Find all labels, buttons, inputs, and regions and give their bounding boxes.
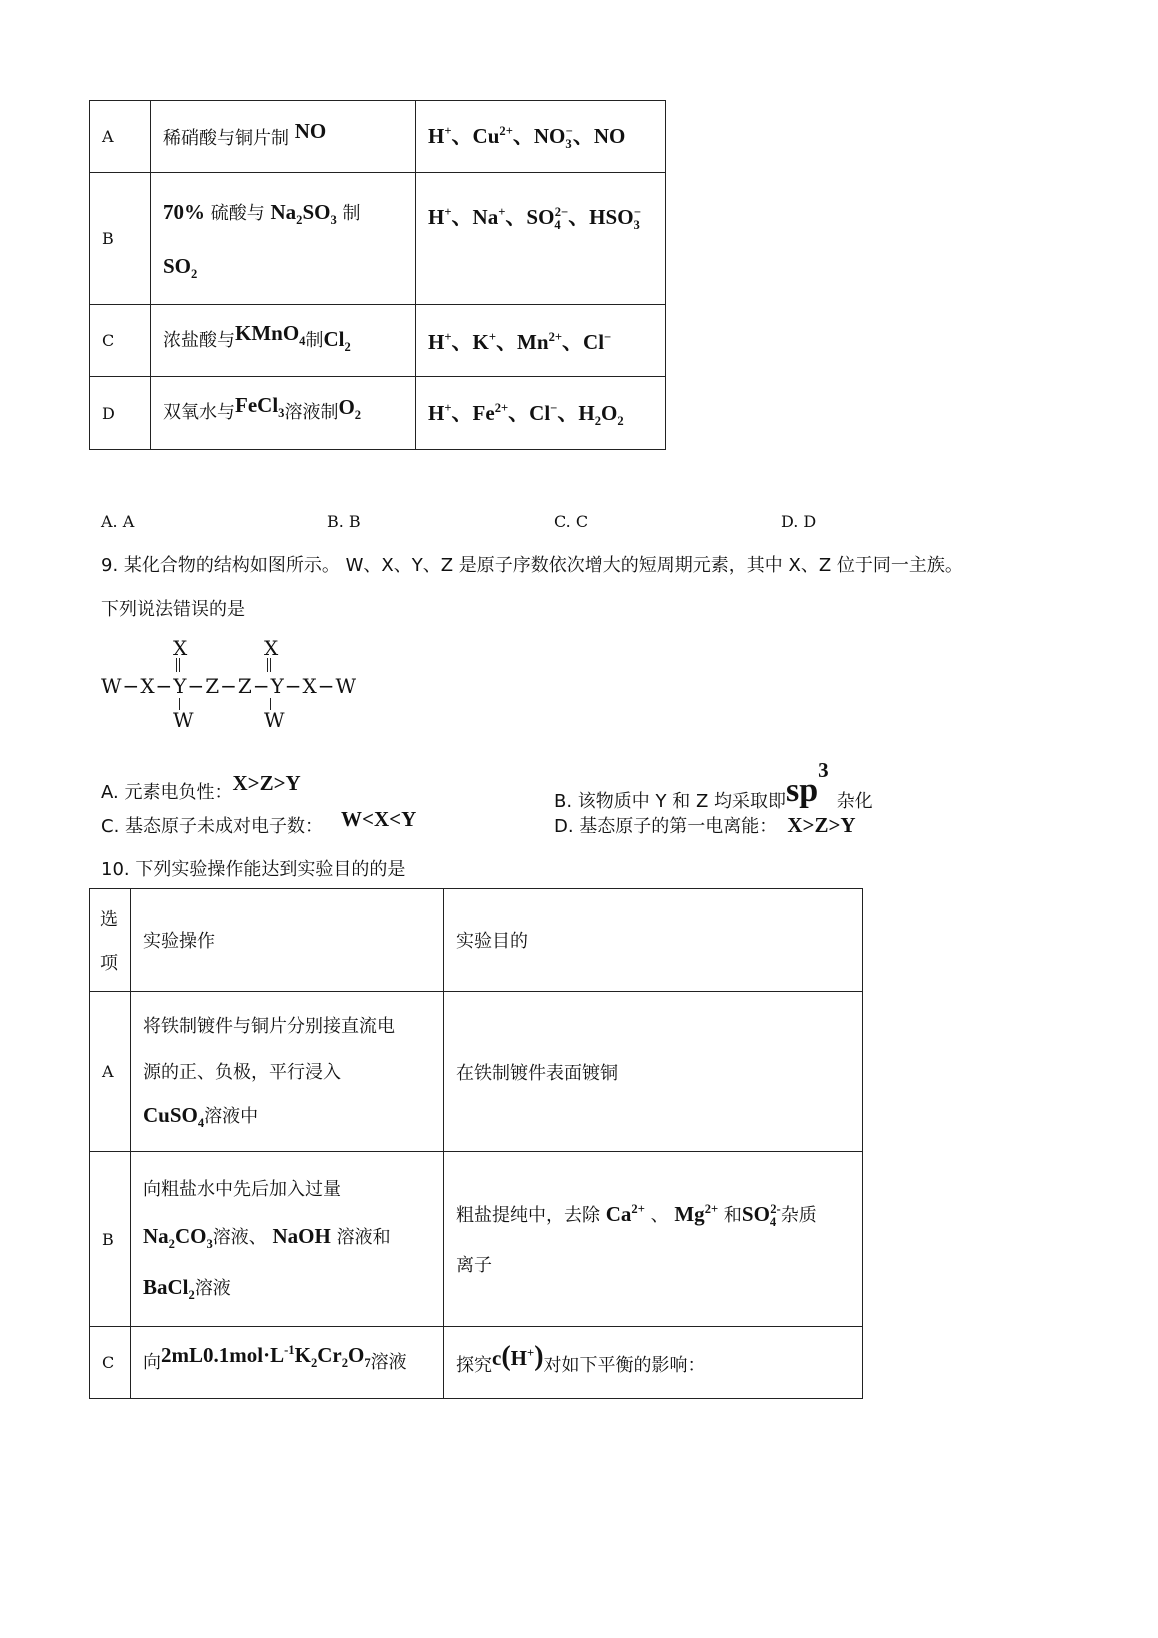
question-10-stem: 10. 下列实验操作能达到实验目的的是 [101,859,406,880]
option-d[interactable]: D. 基态原子的第一电离能： X>Z>Y [554,813,856,837]
row-label: C [90,1327,131,1399]
question-8-table [89,100,666,450]
option-a[interactable]: A. 元素电负性：X>Z>Y [101,771,301,803]
row-label: B [90,173,151,305]
ions-cell: H+、$Fe^{2+}$、Cl−、$H_2O_2$ [416,377,666,450]
option-c[interactable]: C. C [554,512,589,531]
table-row [90,992,863,1152]
table-row [90,377,666,450]
row-label: A [90,992,131,1152]
reaction-cell: 浓盐酸与KMnO$_4$制$Cl_2$ [151,305,416,377]
table-row [90,305,666,377]
header-operation: 实验操作 [131,889,444,992]
option-b[interactable]: B. B [327,512,361,531]
reaction-cell: 稀硝酸与铜片制 NO [151,101,416,173]
double-bond [176,658,180,672]
option-b[interactable]: B. 该物质中 Y 和 Z 均采取即sp3杂化 [554,758,873,812]
row-label: D [90,377,151,450]
ions-cell: H+、$Cu^{2+}$、$NO_3^-$、NO [416,101,666,173]
row-label: A [90,101,151,173]
question-9-prompt: 下列说法错误的是 [101,599,245,620]
goal-cell: 粗盐提纯中，去除 $Ca^{2+}$ 、 $Mg^{2+}$ 和$SO_4^{2-}$杂质 离子 [444,1152,863,1327]
reaction-cell: 双氧水与FeCl$_3$溶液制$O_2$ [151,377,416,450]
table-row [90,173,666,305]
structure-diagram: X X W−X−Y−Z−Z−Y−X−W W W [101,636,358,732]
table-row [90,1152,863,1327]
question-9-stem: 9. 某化合物的结构如图所示。 W、X、Y、Z 是原子序数依次增大的短周期元素，其中 X、Z 位于同一主族。 [101,555,963,576]
option-d[interactable]: D. D [781,512,817,531]
goal-cell: 在铁制镀件表面镀铜 [444,992,863,1152]
table-row [90,1327,863,1399]
operation-cell: 向$2mL0.1mol\cdot L^{-1}K_2Cr_2O_7$溶液 [131,1327,444,1399]
double-bond [267,658,271,672]
goal-cell: 探究c(H+)对如下平衡的影响： [444,1327,863,1399]
row-label: C [90,305,151,377]
operation-cell: 向粗盐水中先后加入过量 $Na_2CO_3$溶液、 NaOH 溶液和 BaCl$_2$溶液 [131,1152,444,1327]
ions-cell: H+、K+、$Mn^{2+}$、Cl− [416,305,666,377]
question-10-table [89,888,863,1399]
header-goal: 实验目的 [444,889,863,992]
reaction-cell: 70% 硫酸与 $Na_2SO_3$ 制 $SO_2$ [151,173,416,305]
main-chain: W−X−Y−Z−Z−Y−X−W [101,674,358,698]
table-header [90,889,863,992]
table-row [90,101,666,173]
option-a[interactable]: A. A [101,512,135,531]
row-label: B [90,1152,131,1327]
ions-cell: H+、Na+、$SO_4^{2-}$、$HSO_3^-$ [416,173,666,305]
header-option: 选 项 [90,889,131,992]
option-c[interactable]: C. 基态原子未成对电子数： W<X<Y [101,807,417,837]
operation-cell: 将铁制镀件与铜片分别接直流电 源的正、负极，平行浸入 CuSO$_4$溶液中 [131,992,444,1152]
